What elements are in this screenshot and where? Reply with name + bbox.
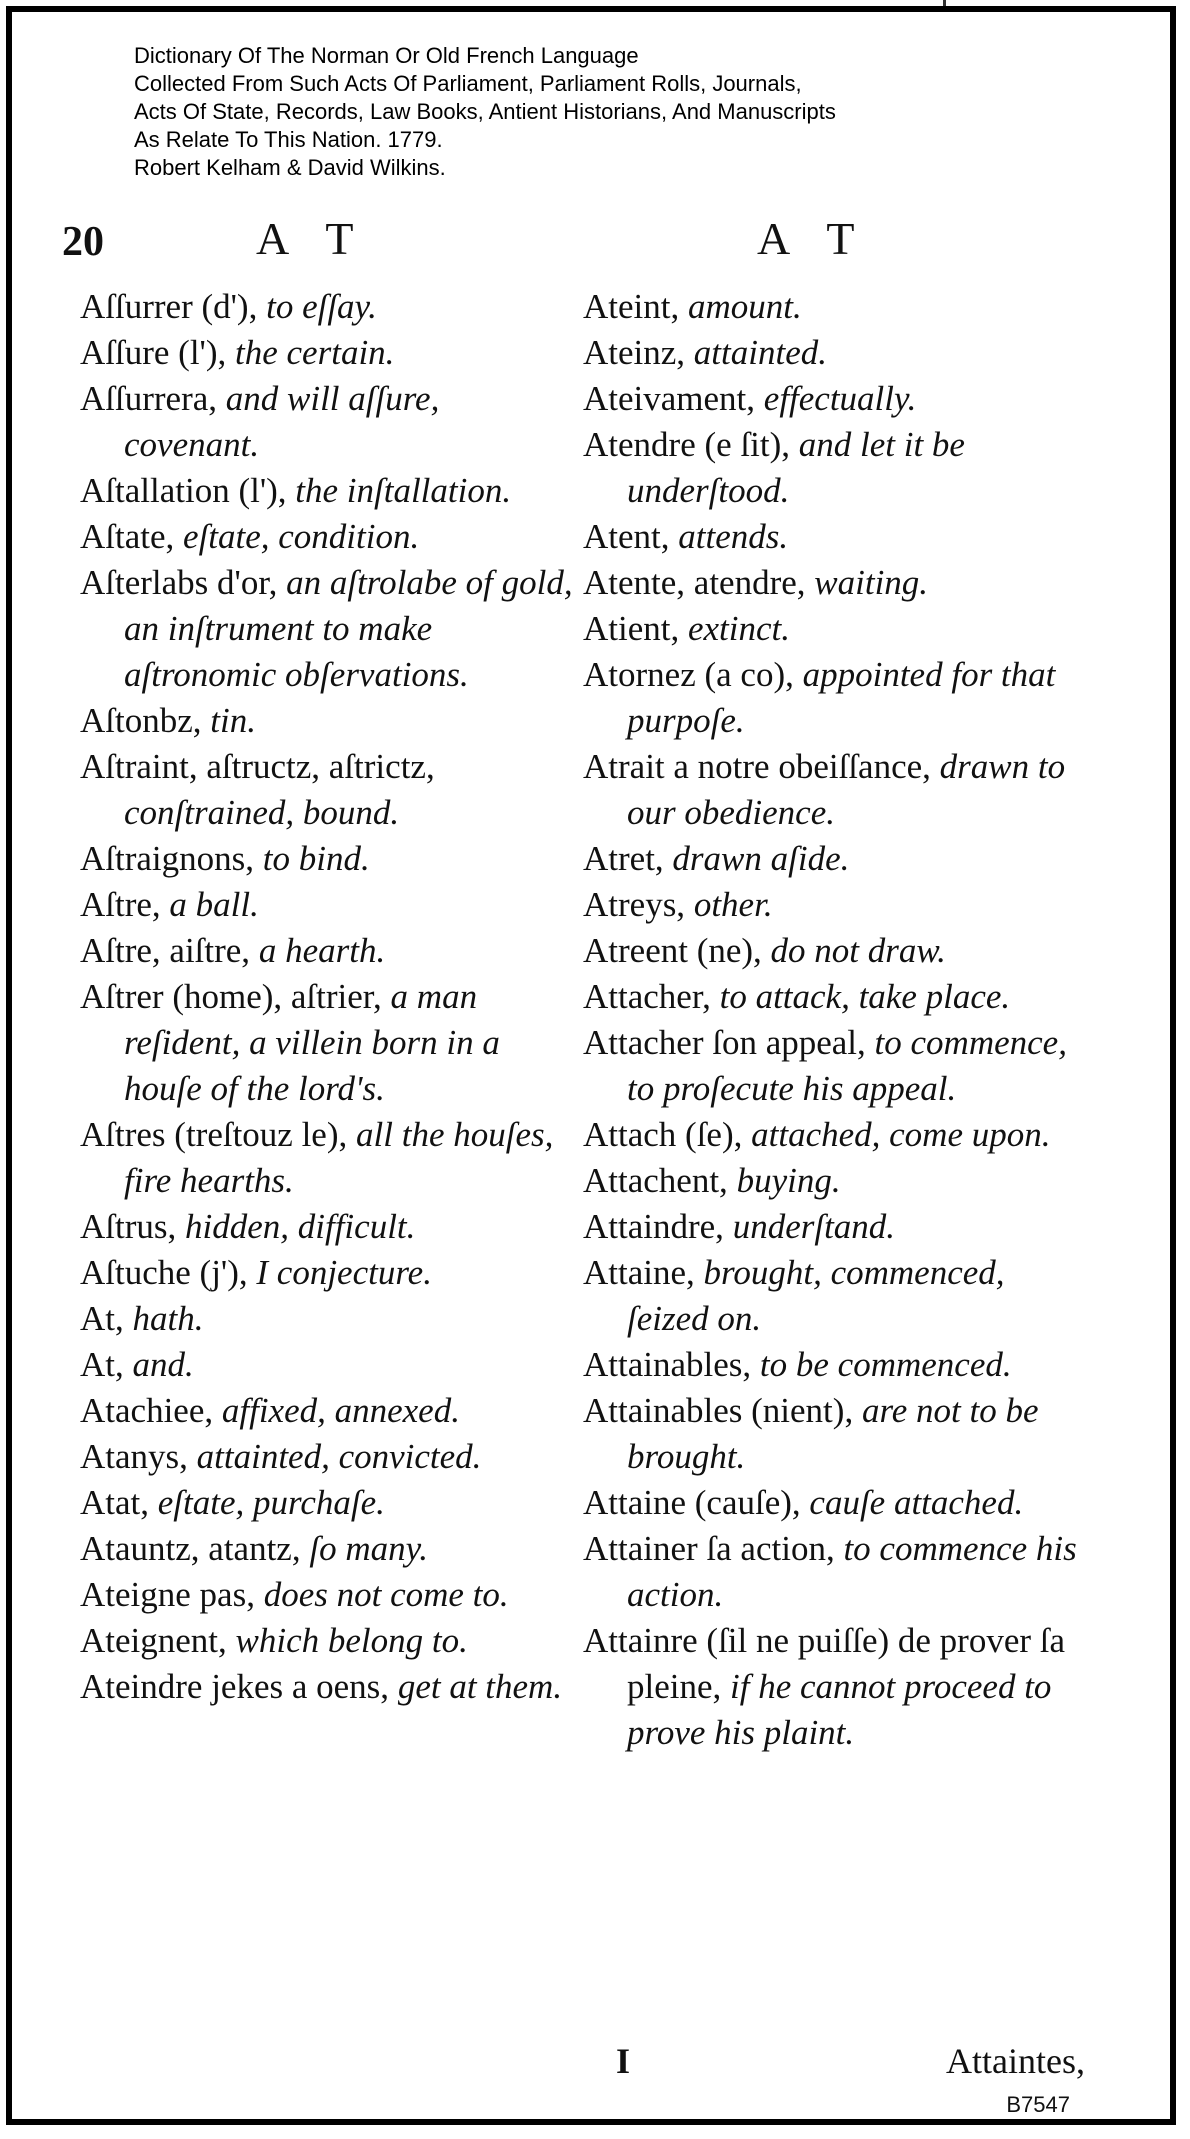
entry-head: Atente, atendre, <box>583 563 806 602</box>
entry-definition: do not draw. <box>770 931 946 970</box>
entry-definition: and will aſſure, covenant. <box>124 379 440 464</box>
entry-definition: amount. <box>687 287 802 326</box>
entry-head: Attainer ſa action, <box>583 1529 835 1568</box>
entry-head: Ateindre jekes a oens, <box>80 1667 390 1706</box>
entry-definition: to be commenced. <box>759 1345 1012 1384</box>
entry-head: Atendre (e ſit), <box>583 425 790 464</box>
dictionary-entry <box>583 514 1083 560</box>
dictionary-entry <box>80 376 580 468</box>
source-line-2: Collected From Such Acts Of Parliament, Parliament Rolls, Journals, <box>134 71 802 96</box>
entry-head: At, <box>80 1299 124 1338</box>
entry-definition: hath. <box>132 1299 204 1338</box>
entry-head: Aſtre, <box>80 885 161 924</box>
signature-mark: I <box>616 2041 631 2081</box>
dictionary-entry <box>583 376 1083 422</box>
page-number: 20 <box>62 219 104 265</box>
entry-head: Aſtre, aiſtre, <box>80 931 251 970</box>
entry-head: At, <box>80 1345 124 1384</box>
entry-definition: and let it be underſtood. <box>627 425 965 510</box>
entry-definition: extinct. <box>687 609 791 648</box>
entry-definition: waiting. <box>814 563 929 602</box>
entry-head: Aſtrer (home), aſtrier, <box>80 977 382 1016</box>
dictionary-entry <box>80 284 580 330</box>
entry-definition: and. <box>132 1345 194 1384</box>
entry-definition: a ball. <box>169 885 259 924</box>
catchword: Attaintes, <box>946 2041 1085 2081</box>
entry-head: Ateignent, <box>80 1621 227 1660</box>
entry-head: Atreent (ne), <box>583 931 762 970</box>
entry-head: Atat, <box>80 1483 150 1522</box>
dictionary-entry <box>80 330 580 376</box>
entry-head: Aſtonbz, <box>80 701 202 740</box>
entry-definition: does not come to. <box>263 1575 509 1614</box>
dictionary-entry <box>583 560 1083 606</box>
entry-head: Attacher ſon appeal, <box>583 1023 866 1062</box>
source-line-5: Robert Kelham & David Wilkins. <box>134 155 446 180</box>
entry-head: Atanys, <box>80 1437 188 1476</box>
entry-head: Aſſurrera, <box>80 379 218 418</box>
entry-head: Attaindre, <box>583 1207 724 1246</box>
entry-definition: to eſſay. <box>266 287 377 326</box>
dictionary-entry <box>583 1204 1083 1250</box>
source-line-3: Acts Of State, Records, Law Books, Antient Historians, And Manuscripts <box>134 99 836 124</box>
dictionary-entry <box>80 1204 580 1250</box>
dictionary-entry <box>80 1480 580 1526</box>
dictionary-entry <box>80 1250 580 1296</box>
entry-head: Ateint, <box>583 287 680 326</box>
dictionary-entry <box>583 1618 1083 1756</box>
entry-definition: the inſtallation. <box>295 471 512 510</box>
entry-head: Attainre (ſil ne puiſſe) de prover ſa pleine, <box>583 1621 1066 1706</box>
entry-head: Aſtate, <box>80 517 175 556</box>
dictionary-entry <box>80 1526 580 1572</box>
dictionary-entry <box>583 1020 1083 1112</box>
entry-definition: to attack, take place. <box>719 977 1011 1016</box>
reference-number: B7547 <box>1006 2092 1070 2117</box>
left-dictionary-column <box>80 284 580 1710</box>
entry-head: Attainables, <box>583 1345 752 1384</box>
entry-definition: appointed for that purpoſe. <box>627 655 1056 740</box>
entry-definition: buying. <box>736 1161 841 1200</box>
entry-definition: cauſe attached. <box>809 1483 1024 1522</box>
dictionary-entry <box>80 1388 580 1434</box>
entry-definition: attainted. <box>693 333 827 372</box>
entry-definition: brought, commenced, ſeized on. <box>627 1253 1005 1338</box>
dictionary-entry <box>80 1664 580 1710</box>
right-running-head: A T <box>757 213 869 264</box>
dictionary-entry <box>583 284 1083 330</box>
dictionary-entry <box>80 928 580 974</box>
dictionary-entry <box>80 974 580 1112</box>
entry-head: Aſtallation (l'), <box>80 471 287 510</box>
dictionary-entry <box>583 652 1083 744</box>
entry-definition: attends. <box>678 517 789 556</box>
source-caption <box>134 42 1034 182</box>
entry-head: Atornez (a co), <box>583 655 794 694</box>
entry-head: Aſterlabs d'or, <box>80 563 278 602</box>
dictionary-entry <box>80 836 580 882</box>
entry-head: Attacher, <box>583 977 711 1016</box>
dictionary-entry <box>583 1480 1083 1526</box>
dictionary-entry <box>583 606 1083 652</box>
entry-definition: all the houſes, fire hearths. <box>124 1115 554 1200</box>
entry-definition: drawn to our obedience. <box>627 747 1066 832</box>
dictionary-entry <box>583 1388 1083 1480</box>
entry-definition: affixed, annexed. <box>221 1391 460 1430</box>
entry-definition: to bind. <box>262 839 370 878</box>
dictionary-entry <box>583 330 1083 376</box>
entry-head: Atrait a notre obeiſſance, <box>583 747 931 786</box>
dictionary-entry <box>583 1158 1083 1204</box>
dictionary-entry <box>583 744 1083 836</box>
entry-head: Atent, <box>583 517 670 556</box>
dictionary-entry <box>80 514 580 560</box>
entry-head: Attachent, <box>583 1161 728 1200</box>
source-line-4: As Relate To This Nation. 1779. <box>134 127 443 152</box>
dictionary-entry <box>80 1434 580 1480</box>
entry-head: Atient, <box>583 609 680 648</box>
entry-head: Attainables (nient), <box>583 1391 854 1430</box>
dictionary-entry <box>80 882 580 928</box>
dictionary-entry <box>583 836 1083 882</box>
entry-head: Attach (ſe), <box>583 1115 743 1154</box>
entry-definition: to commence, to proſecute his appeal. <box>627 1023 1067 1108</box>
dictionary-entry <box>80 1296 580 1342</box>
entry-head: Aſtraint, aſtructz, aſtrictz, <box>80 747 435 786</box>
entry-head: Aſtres (treſtouz le), <box>80 1115 348 1154</box>
dictionary-entry <box>80 1112 580 1204</box>
entry-definition: to commence his action. <box>627 1529 1077 1614</box>
dictionary-entry <box>583 1526 1083 1618</box>
entry-head: Ateinz, <box>583 333 686 372</box>
dictionary-entry <box>583 1342 1083 1388</box>
entry-definition: I conjecture. <box>256 1253 432 1292</box>
entry-head: Aſſure (l'), <box>80 333 227 372</box>
dictionary-entry <box>80 560 580 698</box>
entry-definition: the certain. <box>235 333 395 372</box>
entry-definition: a man reſident, a villein born in a houſe of the lord's. <box>124 977 500 1108</box>
entry-head: Aſtraignons, <box>80 839 255 878</box>
dictionary-entry <box>80 698 580 744</box>
entry-head: Attaine (cauſe), <box>583 1483 801 1522</box>
dictionary-entry <box>583 928 1083 974</box>
source-line-1: Dictionary Of The Norman Or Old French Language <box>134 43 639 68</box>
entry-head: Aſſurrer (d'), <box>80 287 258 326</box>
dictionary-entry <box>80 1572 580 1618</box>
entry-definition: attached, come upon. <box>751 1115 1051 1154</box>
entry-definition: get at them. <box>397 1667 563 1706</box>
entry-definition: ſo many. <box>309 1529 428 1568</box>
entry-head: Atauntz, atantz, <box>80 1529 301 1568</box>
entry-definition: other. <box>693 885 773 924</box>
entry-head: Atreys, <box>583 885 686 924</box>
entry-definition: tin. <box>210 701 256 740</box>
entry-definition: underſtand. <box>732 1207 896 1246</box>
entry-head: Atachiee, <box>80 1391 214 1430</box>
entry-head: Aſtuche (j'), <box>80 1253 248 1292</box>
entry-head: Ateivament, <box>583 379 756 418</box>
dictionary-entry <box>583 1250 1083 1342</box>
entry-definition: a hearth. <box>258 931 386 970</box>
entry-definition: hidden, difficult. <box>185 1207 416 1246</box>
right-dictionary-column <box>583 284 1083 1756</box>
dictionary-entry <box>80 1342 580 1388</box>
dictionary-entry <box>80 744 580 836</box>
entry-definition: conſtrained, bound. <box>124 793 400 832</box>
entry-definition: eſtate, condition. <box>183 517 420 556</box>
dictionary-entry <box>583 1112 1083 1158</box>
entry-definition: are not to be brought. <box>627 1391 1039 1476</box>
entry-head: Aſtrus, <box>80 1207 177 1246</box>
entry-definition: eſtate, purchaſe. <box>157 1483 385 1522</box>
dictionary-entry <box>583 882 1083 928</box>
dictionary-entry <box>583 422 1083 514</box>
entry-definition: attainted, convicted. <box>196 1437 482 1476</box>
entry-definition: drawn aſide. <box>672 839 850 878</box>
dictionary-entry <box>583 974 1083 1020</box>
dictionary-entry <box>80 468 580 514</box>
entry-head: Ateigne pas, <box>80 1575 255 1614</box>
entry-head: Atret, <box>583 839 664 878</box>
entry-definition: effectually. <box>763 379 917 418</box>
entry-definition: which belong to. <box>235 1621 468 1660</box>
entry-definition: if he cannot proceed to prove his plaint. <box>627 1667 1052 1752</box>
left-running-head: A T <box>256 213 368 264</box>
entry-definition: an aſtrolabe of gold, an inſtrument to make aſtronomic obſervations. <box>124 563 573 694</box>
dictionary-entry <box>80 1618 580 1664</box>
entry-head: Attaine, <box>583 1253 695 1292</box>
